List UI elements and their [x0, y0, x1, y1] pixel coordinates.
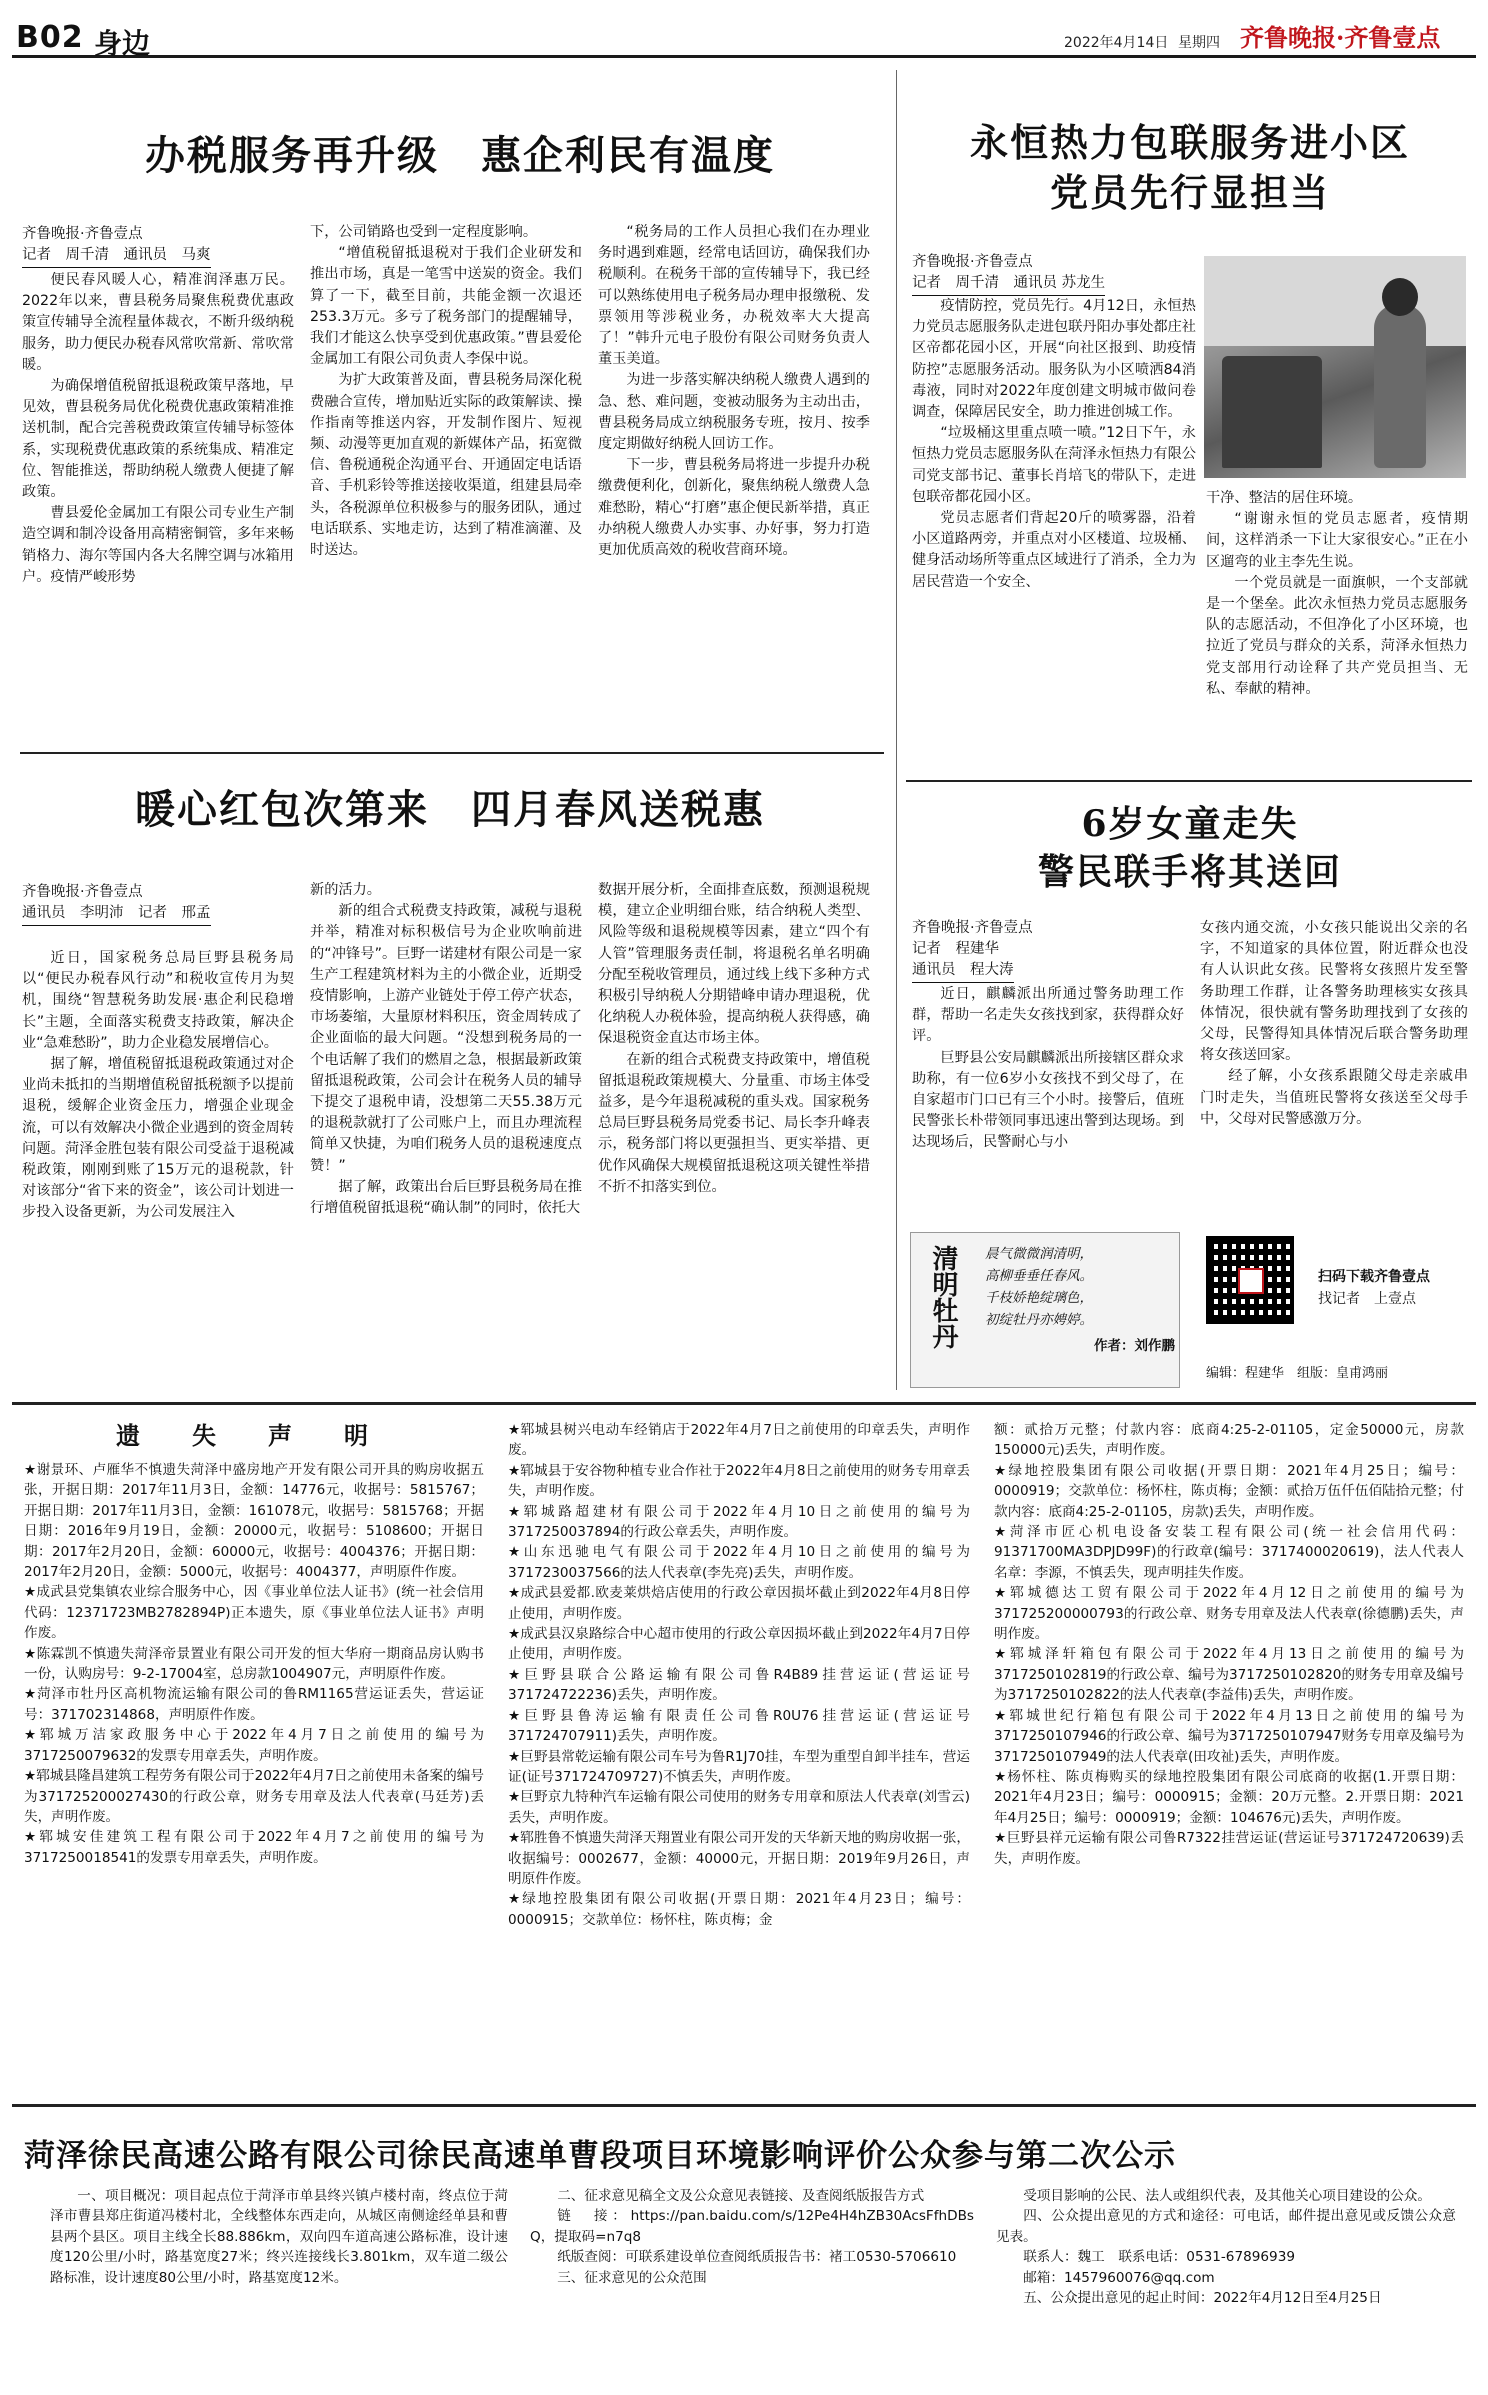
article4-title-line1: 6岁女童走失 [1081, 803, 1299, 845]
notice-item: ★谢景环、卢雁华不慎遗失菏泽中盛房地产开发有限公司开具的购房收据五张，开据日期：2017年11月3日，金额：14776元，收据号：5815767；开据日期：2017年11月3日，金额：161078元，收据号：5815768；开据日期：2016年9月19日，金额：20000元，收据号：5108600；开据日期：2017年2月20日，金额：60000元，收据号：4004376；开据日期：2017年2月20日，金额：5000元，收据号：4004377，声明原件作废。 [24, 1462, 484, 1581]
article2-title-line1: 永恒热力包联服务进小区 [969, 120, 1410, 165]
poem-body [985, 1243, 1175, 1357]
editor-credit: 编辑：程建华 组版：皇甫鸿丽 [1206, 1366, 1389, 1381]
divider [12, 2104, 1476, 2107]
poem-title: 清明牡丹 [928, 1245, 958, 1349]
paragraph: 下，公司销路也受到一定程度影响。 [310, 224, 538, 240]
article1-source: 齐鲁晚报·齐鲁壹点 [22, 226, 143, 242]
paragraph: 疫情防控，党员先行。4月12日，永恒热力党员志愿服务队走进包联丹阳办事处都庄社区帝都花园小区，开展“向社区报到、助疫情防控”志愿服务活动。服务队为小区喷洒84消毒液，同时对2022年度创建文明城市做问卷调查，保障居民安全，助力推进创城工作。 [912, 298, 1196, 421]
poem-line: 晨气微微润清明， [985, 1246, 1093, 1262]
notice-paragraph: 一、项目概况：项目起点位于菏泽市单县终兴镇卢楼村南，终点位于菏泽市曹县郑庄街道冯楼村北，全线整体东西走向，从城区南侧途经单县和曹县两个县区。项目主线全长88.886km，双向四车道高速公路标准，设计速度120公里/小时，路基宽度27米；终兴连接线长3.801km，双车道二级公路标准，设计速度80公里/小时，路基宽度12米。 [50, 2188, 508, 2286]
paragraph: 一个党员就是一面旗帜，一个支部就是一个堡垒。此次永恒热力党员志愿服务队的志愿活动，不但净化了小区环境，也拉近了党员与群众的关系，菏泽永恒热力党支部用行动诠释了共产党员担当、无私、奉献的精神。 [1206, 574, 1468, 697]
paragraph: 巨野县公安局麒麟派出所接辖区群众求助称，有一位6岁小女孩找不到父母了，在自家超市门口已有三个小时。接警后，值班民警张长朴带领同事迅速出警到达现场。到达现场后，民警耐心与小 [912, 1049, 1184, 1151]
paragraph: 近日，麒麟派出所通过警务助理工作群，帮助一名走失女孩找到家，获得群众好评。 [912, 986, 1184, 1045]
notice-item: ★郓城德达工贸有限公司于2022年4月12日之前使用的编号为371725200000793的行政公章、财务专用章及法人代表章(徐德鹏)丢失，声明作废。 [994, 1585, 1464, 1643]
article4-correspondent: 通讯员 程大涛 [912, 960, 1014, 983]
qr-caption-line1: 扫码下载齐鲁壹点 [1318, 1269, 1430, 1285]
column-divider [896, 70, 897, 1390]
article1-col2 [310, 222, 582, 742]
paragraph: 近日，国家税务总局巨野县税务局以“便民办税春风行动”和税收宣传月为契机，围绕“智慧税务助发展·惠企利民稳增长”主题，全面落实税费支持政策，解决企业“急难愁盼”，助力企业稳发展增信心。 [22, 950, 294, 1051]
public-notice-col2 [530, 2186, 974, 2386]
notice-item: ★郓城安佳建筑工程有限公司于2022年4月7之前使用的编号为3717250018541的发票专用章丢失，声明作废。 [24, 1829, 484, 1866]
poem-line: 千枝娇艳绽璃色， [985, 1290, 1093, 1306]
notice-item: ★巨野县联合公路运输有限公司鲁R4B89挂营运证(营运证号371724722236)丢失，声明作废。 [508, 1666, 970, 1704]
notice-item: ★成武县党集镇农业综合服务中心，因《事业单位法人证书》(统一社会信用代码：12371723MB2782894P)正本遗失，原《事业单位法人证书》声明作废。 [24, 1584, 484, 1642]
notice-item: ★成武县汉泉路综合中心超市使用的行政公章因损坏截止到2022年4月7日停止使用，声明作废。 [508, 1626, 970, 1663]
photo-volunteer [1374, 304, 1426, 468]
paragraph: 便民春风暖人心，精准润泽惠万民。2022年以来，曹县税务局聚焦税费优惠政策宣传辅导全流程量体裁衣，不断升级纳税服务，助力便民办税春风常吹常新、常吹常暖。 [22, 272, 294, 373]
notice-item: ★巨野县常乾运输有限公司车号为鲁R1J70挂，车型为重型自卸半挂车，营运证(证号371724709727)不慎丢失，声明作废。 [508, 1748, 970, 1785]
notice-item: ★菏泽市匠心机电设备安装工程有限公司(统一社会信用代码：91371700MA3DPJD99F)的行政章(编号：3717400020619)，法人代表人名章：李源，不慎丢失，现声明挂失作废。 [994, 1524, 1464, 1581]
paragraph: 据了解，增值税留抵退税政策通过对企业尚未抵扣的当期增值税留抵税额予以提前退税，缓解企业资金压力，增强企业现金流，可以有效解决小微企业遇到的资金周转问题。菏泽金胜包装有限公司受益于退税减税政策，刚刚到账了15万元的退税款，针对该部分“省下来的资金”，该公司计划进一步投入设备更新，为公司发展注入 [22, 1056, 294, 1221]
page-number: B02 [16, 20, 84, 55]
section-name: 身边 [94, 27, 151, 60]
paragraph: 为进一步落实解决纳税人缴费人遇到的急、愁、难问题，变被动服务为主动出击，曹县税务局成立纳税服务专班，按月、按季度定期做好纳税人回访工作。 [598, 372, 870, 453]
contact-info: 联系人：魏工 联系电话：0531-67896939 [1023, 2249, 1296, 2266]
poem-line: 初绽牡丹亦娉婷。 [985, 1312, 1093, 1328]
notices-col1 [24, 1460, 484, 2090]
paragraph: 曹县爱伦金属加工有限公司专业生产制造空调和制冷设备用高精密铜管，多年来畅销格力、海尔等国内各大名牌空调与冰箱用户。疫情严峻形势 [22, 505, 294, 585]
notices-title: 遗 失 声 明 [116, 1422, 382, 1450]
article2-source: 齐鲁晚报·齐鲁壹点 [912, 254, 1033, 270]
article2-byline [912, 252, 1192, 296]
notice-item: 额：贰拾万元整；付款内容：底商4:25-2-01105，定金50000元，房款150000元)丢失，声明作废。 [994, 1422, 1464, 1459]
notice-item: ★郓城万洁家政服务中心于2022年4月7日之前使用的编号为3717250079632的发票专用章丢失，声明作废。 [24, 1727, 484, 1764]
notices-col2 [508, 1420, 970, 2090]
paragraph: 在新的组合式税费支持政策中，增值税留抵退税政策规模大、分量重、市场主体受益多，是今年退税减税的重头戏。国家税务总局巨野县税务局党委书记、局长李升峰表示，税务部门将以更强担当、更实举措、更优作风确保大规模留抵退税这项关键性举措不折不扣落实到位。 [598, 1051, 870, 1195]
paragraph: 干净、整洁的居住环境。 [1206, 490, 1363, 506]
notice-item: ★郓胜鲁不慎遗失菏泽天翔置业有限公司开发的天华新天地的购房收据一张，收据编号：0002677，金额：40000元，开据日期：2019年9月26日，声明原件作废。 [508, 1830, 970, 1887]
article4-author: 记者 程建华 [912, 941, 999, 957]
paragraph: 女孩内通交流，小女孩只能说出父亲的名字，不知道家的具体位置，附近群众也没有人认识此女孩。民警将女孩照片发至警务助理工作群，让各警务助理核实女孩具体情况，很快就有警务助理找到了女孩的父母，民警得知具体情况后联合警务助理将女孩送回家。 [1200, 920, 1468, 1064]
photo-bin [1222, 356, 1322, 468]
article4-byline [912, 918, 1192, 983]
paragraph: “谢谢永恒的党员志愿者，疫情期间，这样消杀一下让大家很安心。”正在小区遛弯的业主李先生说。 [1206, 511, 1468, 570]
article4-col1 [912, 984, 1184, 1216]
notice-item: ★郓城县隆昌建筑工程劳务有限公司于2022年4月7日之前使用未备案的编号为371725200027430的行政公章，财务专用章及法人代表章(马廷芳)丢失，声明作废。 [24, 1768, 484, 1825]
notice-item: ★陈霖凯不慎遗失菏泽帝景置业有限公司开发的恒大华府一期商品房认购书一份，认购房号：9-2-17004室，总房款1004907元，声明原件作废。 [24, 1645, 484, 1683]
paragraph: “增值税留抵退税对于我们企业研发和推出市场，真是一笔雪中送炭的资金。我们算了一下，截至目前，共能金额一次退还253.3万元。多亏了税务部门的提醒辅导，我们才能这么快享受到优惠政策。”曹县爱伦金属加工有限公司负责人李保中说。 [310, 245, 582, 368]
notice-item: ★郓城路超建材有限公司于2022年4月10日之前使用的编号为3717250037894的行政公章丢失，声明作废。 [508, 1503, 970, 1541]
newspaper-logo: 齐鲁晚报·齐鲁壹点 [1240, 23, 1441, 52]
notices-col3 [994, 1420, 1464, 2090]
qr-logo-icon [1238, 1268, 1264, 1294]
notice-paragraph: 三、征求意见的公众范围 [557, 2269, 707, 2286]
volunteer-photo [1204, 256, 1466, 478]
issue-weekday: 星期四 [1178, 35, 1220, 51]
paragraph: 数据开展分析，全面排查底数，预测退税规模，建立企业明细台账，结合纳税人类型、风险等级和退税规模等因素，建立“四个有人管”管理服务责任制，将退税名单名明确分配至税收管理员，通过线上线下多种方式积极引导纳税人分期错峰申请办理退税，优化纳税人办税体验，提高纳税人获得感，确保退税资金直达市场主体。 [598, 882, 870, 1047]
notice-item: ★杨怀柱、陈贞梅购买的绿地控股集团有限公司底商的收据(1.开票日期：2021年4月23日；编号：0000915；金额：20万元整。2.开票日期：2021年4月25日；编号：0000919；金额：104676元)丢失，声明作废。 [994, 1768, 1464, 1826]
article2-authors: 记者 周千清 通讯员 苏龙生 [912, 273, 1105, 296]
download-link[interactable]: 链 接：https://pan.baidu.com/s/12Pe4H4hZB30AcsFfhDBsQ，提取码=n7q8 [530, 2208, 974, 2245]
divider [12, 1402, 1476, 1405]
notice-paragraph: 纸版查阅：可联系建设单位查阅纸质报告书：褚工0530-5706610 [557, 2249, 957, 2266]
paragraph: 据了解，政策出台后巨野县税务局在推行增值税留抵退税“确认制”的同时，依托大 [310, 1178, 582, 1217]
paragraph: 下一步，曹县税务局将进一步提升办税缴费便利化，创新化，聚焦纳税人缴费人急难愁盼，精心“打磨”惠企便民新举措，真正办纳税人缴费人办实事、办好事，努力打造更加优质高效的税收营商环境。 [598, 457, 870, 559]
notice-item: ★郓城县树兴电动车经销店于2022年4月7日之前使用的印章丢失，声明作废。 [508, 1422, 970, 1459]
article1-col3 [598, 222, 870, 742]
email-link[interactable]: 邮箱：1457960076@qq.com [1023, 2269, 1215, 2286]
notice-paragraph: 五、公众提出意见的起止时间：2022年4月12日至4月25日 [1023, 2290, 1382, 2307]
article3-title: 暖心红包次第来 四月春风送税惠 [135, 786, 765, 833]
article3-col3 [598, 880, 870, 1392]
issue-date: 2022年4月14日 [1064, 35, 1169, 51]
article2-col1 [912, 296, 1196, 772]
notice-paragraph: 二、征求意见稿全文及公众意见表链接、及查阅纸版报告方式 [557, 2188, 925, 2204]
notice-item: ★山东迅驰电气有限公司于2022年4月10日之前使用的编号为3717230037566的法人代表章(李先亮)丢失，声明作废。 [508, 1544, 970, 1581]
notice-item: ★郓城县于安谷物种植专业合作社于2022年4月8日之前使用的财务专用章丢失，声明作废。 [508, 1462, 970, 1500]
masthead [12, 12, 1476, 58]
paragraph: 为扩大政策普及面，曹县税务局深化税费融合宣传，增加贴近实际的政策解读、操作指南等推送内容，开发制作图片、短视频、动漫等更加直观的新媒体产品，拓宽微信、鲁税通税企沟通平台、开通固定电话语音、手机彩铃等推送接收渠道，组建县局牵头，各税源单位积极参与的服务团队，通过电话联系、实地走访，达到了精准滴灌、及时送达。 [310, 372, 582, 559]
paragraph: 经了解，小女孩系跟随父母走亲戚串门时走失，当值班民警将女孩送至父母手中，父母对民警感激万分。 [1200, 1068, 1468, 1127]
paragraph: 为确保增值税留抵退税政策早落地，早见效，曹县税务局优化税费优惠政策精准推送机制，配合完善税费政策宣传辅导标签体系，实现税费优惠政策的系统集成、精准定位、智能推送，帮助纳税人缴费人便捷了解政策。 [22, 378, 294, 501]
article2-title [905, 118, 1475, 218]
paragraph: “垃圾桶这里重点喷一喷。”12日下午，永恒热力党员志愿服务队在菏泽永恒热力有限公司党支部书记、董事长肖培飞的带队下，走进包联帝都花园小区。 [912, 425, 1196, 505]
article2-col2 [1206, 488, 1468, 774]
photo-volunteer-head [1382, 278, 1418, 316]
paragraph: “税务局的工作人员担心我们在办理业务时遇到难题，经常电话回访，确保我们办税顺利。在税务干部的宣传辅导下，我已经可以熟练使用电子税务局办理申报缴税、发票领用等涉税业务，办税效率大大提高了！”韩升元电子股份有限公司财务负责人董玉美道。 [598, 224, 870, 368]
article4-title-line2: 警民联手将其送回 [1037, 851, 1342, 893]
public-notice-col3 [996, 2186, 1456, 2386]
notice-item: ★郓城世纪行箱包有限公司于2022年4月13日之前使用的编号为3717250107946的行政公章、编号为3717250107947财务专用章及编号为3717250107949的法人代表章(田攻祉)丢失，声明作废。 [994, 1707, 1464, 1765]
divider [20, 752, 884, 754]
photo-building [1204, 256, 1466, 346]
divider [906, 780, 1472, 782]
public-notice-col1 [50, 2186, 508, 2386]
notice-item: ★巨野县祥元运输有限公司鲁R7322挂营运证(营运证号371724720639)丢失，声明作废。 [994, 1830, 1464, 1867]
paragraph: 党员志愿者们背起20斤的喷雾器，沿着小区道路两旁，并重点对小区楼道、垃圾桶、健身活动场所等重点区域进行了消杀，全力为居民营造一个安全、 [912, 510, 1196, 590]
article4-source: 齐鲁晚报·齐鲁壹点 [912, 920, 1033, 936]
article2-title-line2: 党员先行显担当 [1049, 170, 1330, 215]
notice-paragraph: 受项目影响的公民、法人或组织代表，及其他关心项目建设的公众。 [1023, 2188, 1431, 2204]
notice-item: ★巨野县鲁涛运输有限责任公司鲁R0U76挂营运证(营运证号371724707911)丢失，声明作废。 [508, 1707, 970, 1745]
notice-paragraph: 四、公众提出意见的方式和途径：可电话，邮件提出意见或反馈公众意见表。 [996, 2208, 1456, 2245]
paragraph: 新的活力。 [310, 882, 381, 898]
notice-item: ★绿地控股集团有限公司收据(开票日期：2021年4月23日；编号：0000915；交款单位：杨怀柱，陈贞梅；金 [508, 1891, 970, 1928]
notice-item: ★绿地控股集团有限公司收据(开票日期：2021年4月25日；编号：0000919；交款单位：杨怀柱，陈贞梅；金额：贰拾万伍仟伍佰陆拾元整；付款内容：底商4:25-2-01105，房款)丢失，声明作废。 [994, 1462, 1464, 1520]
poem-author: 作者：刘作鹏 [1094, 1338, 1175, 1354]
article1-col1 [22, 270, 294, 740]
article3-source: 齐鲁晚报·齐鲁壹点 [22, 884, 143, 900]
article4-col2 [1200, 918, 1468, 1218]
article3-col1 [22, 948, 294, 1392]
qr-caption-line2: 找记者 上壹点 [1318, 1291, 1416, 1307]
article1-authors: 记者 周千清 通讯员 马爽 [22, 245, 211, 268]
notice-item: ★巨野京九特种汽车运输有限公司使用的财务专用章和原法人代表章(刘雪云)丢失，声明作废。 [508, 1789, 970, 1826]
notice-item: ★菏泽市牡丹区高机物流运输有限公司的鲁RM1165营运证丢失，营运证号：371702314868，声明原件作废。 [24, 1686, 484, 1723]
qr-caption [1318, 1266, 1478, 1310]
article3-col2 [310, 880, 582, 1392]
article1-title: 办税服务再升级 惠企利民有温度 [145, 132, 775, 179]
poem-line: 高柳垂垂任春风。 [985, 1268, 1093, 1284]
notice-item: ★郓城泽轩箱包有限公司于2022年4月13日之前使用的编号为3717250102819的行政公章、编号为3717250102820的财务专用章及编号为3717250102822的法人代表章(李益伟)丢失，声明作废。 [994, 1646, 1464, 1704]
paragraph: 新的组合式税费支持政策，减税与退税并举，精准对标积极信号为企业吹响前进的“冲锋号”。巨野一诺建材有限公司是一家生产工程建筑材料为主的小微企业，近期受疫情影响，上游产业链处于停工停产状态，市场萎缩，大量原材料积压，资金周转成了企业面临的最大问题。“没想到税务局的一个电话解了我们的燃眉之急，根据最新政策留抵退税政策，公司会计在税务人员的辅导下提交了退税申请，没想第二天55.38万元的退税款就打了公司账户上，而且办理流程简单又快捷，为咱们税务人员的退税速度点赞！” [310, 903, 582, 1174]
article3-authors: 通讯员 李明沛 记者 邢孟 [22, 903, 211, 926]
article1-byline [22, 224, 292, 268]
article3-byline [22, 882, 292, 926]
notice-item: ★成武县爱都.欧麦莱烘焙店使用的行政公章因损坏截止到2022年4月8日停止使用，声明作废。 [508, 1585, 970, 1622]
article4-title [905, 800, 1475, 896]
public-notice-title: 菏泽徐民高速公路有限公司徐民高速单曹段项目环境影响评价公众参与第二次公示 [24, 2138, 1176, 2174]
poem-box [910, 1232, 1180, 1388]
